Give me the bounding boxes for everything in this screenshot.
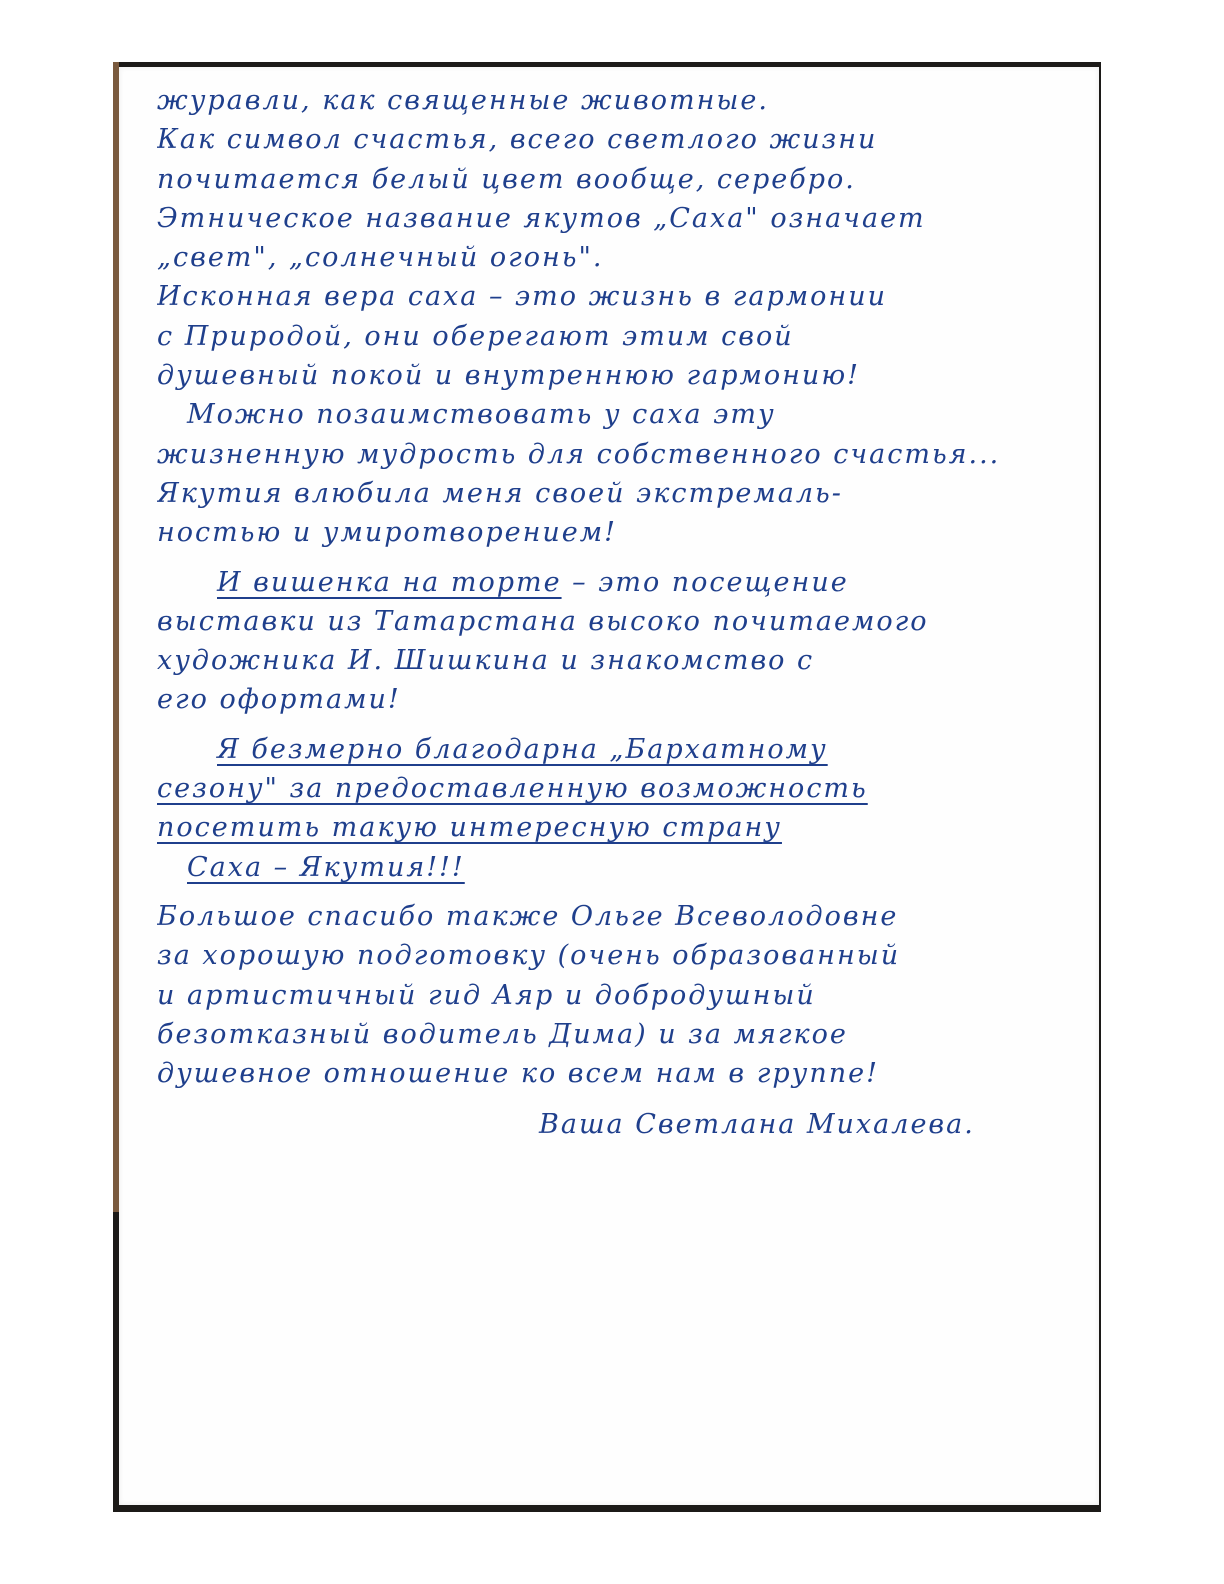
letter-line: почитается белый цвет вообще, серебро. (157, 163, 856, 195)
letter-line: и артистичный гид Аяр и добродушный (157, 979, 816, 1011)
gratitude-text: Саха – Якутия!!! (187, 851, 465, 883)
highlight-phrase: И вишенка на торте (217, 566, 562, 598)
paragraph-2-first-line (157, 563, 1087, 602)
letter-line: Большое спасибо также Ольге Всеволодовне (157, 900, 899, 932)
gratitude-line (157, 848, 1087, 887)
gratitude-text: сезону" за предоставленную возможность (157, 773, 868, 805)
letter-line: за хорошую подготовку (очень образованный (157, 940, 901, 972)
letter-text: – это посещение (561, 566, 849, 598)
signature: Ваша Светлана Михалева. (539, 1109, 975, 1141)
handwritten-letter (157, 81, 1087, 1145)
gratitude-text: Я безмерно благодарна „Бархатному (217, 733, 828, 765)
gratitude-line (157, 730, 1087, 769)
letter-line: ностью и умиротворением! (157, 517, 617, 549)
letter-line: душевный покой и внутреннюю гармонию! (157, 360, 860, 392)
letter-line: безотказный водитель Дима) и за мягкое (157, 1018, 848, 1050)
letter-line: Этническое название якутов „Саха" означает (157, 202, 926, 234)
letter-line: художника И. Шишкина и знакомство с (157, 645, 815, 677)
scanned-page-frame (113, 62, 1101, 1512)
gratitude-line (157, 808, 1087, 847)
letter-line: Исконная вера саха – это жизнь в гармонии (157, 281, 887, 313)
gratitude-text: посетить такую интересную страну (157, 812, 782, 844)
letter-line: „свет", „солнечный огонь". (157, 242, 604, 274)
letter-line: жизненную мудрость для собственного счастья... (157, 438, 1001, 470)
letter-line: Как символ счастья, всего светлого жизни (157, 124, 878, 156)
letter-line: журавли, как священные животные. (157, 85, 769, 116)
letter-line: душевное отношение ко всем нам в группе! (157, 1058, 879, 1090)
letter-sheet (119, 67, 1099, 1505)
letter-line: Якутия влюбила меня своей экстремаль- (157, 477, 843, 509)
letter-line: выставки из Татарстана высоко почитаемого (157, 605, 929, 637)
letter-line: его офортами! (157, 684, 401, 716)
gratitude-line (157, 769, 1087, 808)
letter-line: Можно позаимствовать у саха эту (187, 399, 776, 431)
letter-line: с Природой, они оберегают этим свой (157, 320, 794, 352)
